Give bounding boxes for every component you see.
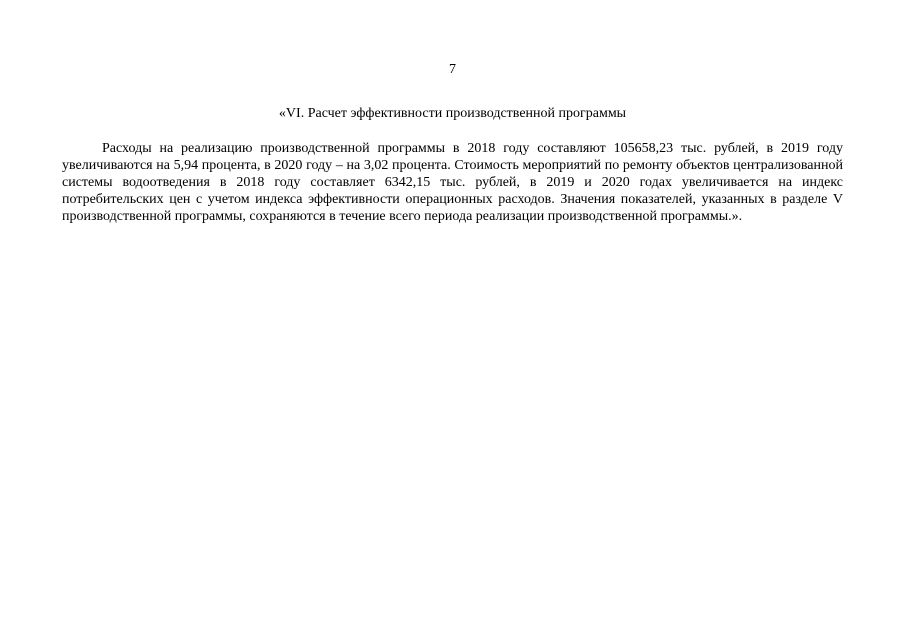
body-paragraph: Расходы на реализацию производственной программы в 2018 году составляют 105658,23 тыс. рублей, в 2019 году увеличиваются на 5,94 процента, в 2020 году – на 3,02 процента. Стоимость мероприятий по ремонту объектов централизованной системы водоотведения в 2018 году составляет 6342,15 тыс. рублей, в 2019 и 2020 годах увеличивается на индекс потребительских цен с учетом индекса эффективности операционных расходов. Значения показателей, указанных в разделе V производственной программы, сохраняются в течение всего периода реализации производственной программы.». xyxy=(62,141,843,224)
page-number: 7 xyxy=(449,62,456,77)
section-heading: «VI. Расчет эффективности производственной программы xyxy=(278,106,627,121)
